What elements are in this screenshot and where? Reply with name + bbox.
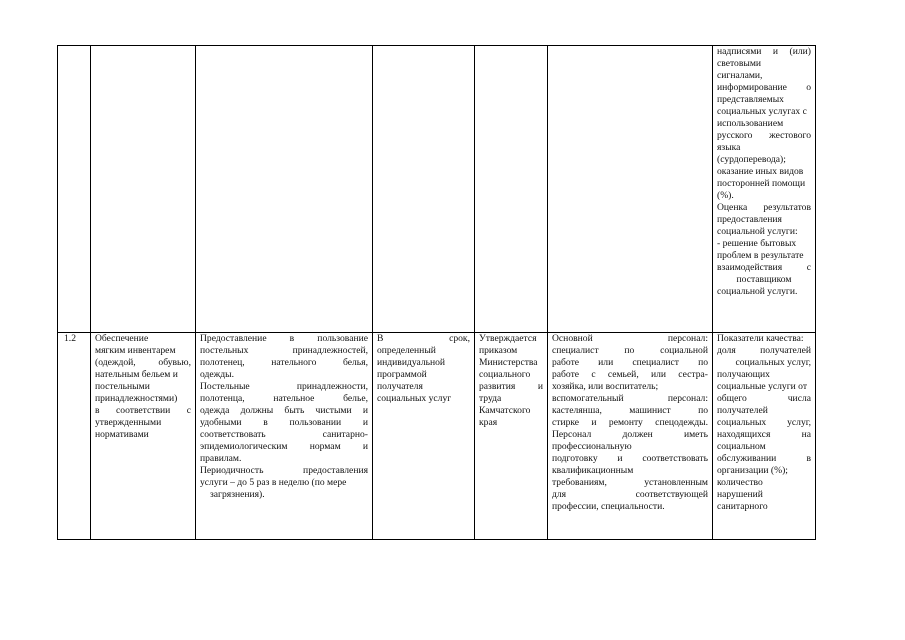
text-line: труда [479, 393, 502, 404]
text-line: обслуживании в [717, 453, 811, 464]
text-line: загрязнения). [210, 489, 265, 500]
text-line: работе или специалист по [552, 357, 708, 368]
text-line: языка [717, 142, 741, 153]
text-line: Основной персонал: [552, 333, 708, 344]
text-line: полотенца, нательное белье, [200, 393, 368, 404]
text-line: постельными [95, 381, 150, 392]
row1-name-cell [91, 46, 196, 333]
text-line: определенный [377, 345, 436, 356]
text-line: социальной услуги: [717, 226, 798, 237]
text-line: посторонней помощи [717, 178, 806, 189]
text-line: Постельные принадлежности, [200, 381, 368, 392]
text-line: работе с семьей, или сестра- [552, 369, 708, 380]
row1-number-cell [58, 46, 91, 333]
text-line: услуги – до 5 раз в неделю (по мере [200, 477, 347, 488]
text-line: нательным бельем и [95, 369, 178, 380]
text-line: удобными в пользовании и [200, 417, 368, 428]
text-line: общего числа [717, 393, 811, 404]
text-line: санитарного [717, 501, 768, 512]
text-line: вспомогательный персонал: [552, 393, 708, 404]
text-line: в соответствии с [95, 405, 191, 416]
text-line: хозяйка, или воспитатель; [552, 381, 659, 392]
text-line: кастелянша, машинист по [552, 405, 708, 416]
text-line: социальных услуг [377, 393, 452, 404]
row1-description-cell [196, 46, 373, 333]
text-line: представляемых [717, 94, 784, 105]
text-line: количество [717, 477, 763, 488]
row2-term-cell [373, 333, 475, 540]
text-line: социальном [717, 441, 766, 452]
text-line: социальных услуг, [735, 357, 811, 368]
row1-conditions-cell [475, 46, 548, 333]
text-line: социальной услуги. [717, 286, 798, 297]
text-line: профессиональную [552, 441, 632, 452]
text-line: доля получателей [717, 345, 811, 356]
text-line: В срок, [377, 333, 470, 344]
text-line: мягким инвентарем [95, 345, 176, 356]
row2-description-cell [196, 333, 373, 540]
text-line: оказание иных видов [717, 166, 804, 177]
text-line: Камчатского [479, 405, 531, 416]
text-line: Утверждается [479, 333, 537, 344]
text-line: правилам. [200, 453, 242, 464]
row2-name-cell [91, 333, 196, 540]
text-line: световыми [717, 58, 762, 69]
text-line: предоставления [717, 214, 782, 225]
text-line: специалист по социальной [552, 345, 708, 356]
text-line: стирке и ремонту спецодежды. [552, 417, 708, 428]
text-line: информирование о [717, 82, 811, 93]
text-line: социальных услуг, [717, 417, 811, 428]
text-line: получателей [717, 405, 768, 416]
row1-staff-cell [548, 46, 713, 333]
text-line: для соответствующей [552, 489, 708, 500]
text-line: Показатели качества: [717, 333, 804, 344]
text-line: требованиям, установленным [552, 477, 708, 488]
text-line: (%). [717, 190, 734, 201]
row1-term-cell [373, 46, 475, 333]
text-line: социальные услуги от [717, 381, 808, 392]
text-line: одежды. [200, 369, 235, 380]
row2-indicators-cell [713, 333, 816, 540]
text-line: индивидуальной [377, 357, 446, 368]
text-line: поставщиком [736, 274, 792, 285]
text-line: принадлежностями) [95, 393, 178, 404]
text-line: утвержденными [95, 417, 162, 428]
text-line: профессии, специальности. [552, 501, 665, 512]
text-line: полотенец, нательного белья, [200, 357, 368, 368]
text-line: одежда должны быть чистыми и [200, 405, 368, 416]
row2-staff-cell [548, 333, 713, 540]
text-line: края [479, 417, 498, 428]
text-line: нарушений [717, 489, 763, 500]
table-row [58, 46, 816, 333]
text-line: Оценка результатов [717, 202, 811, 213]
row2-number-cell [58, 333, 91, 540]
text-line: получающих [717, 369, 770, 380]
text-line: нормативами [95, 429, 149, 440]
text-line: проблем в результате [717, 250, 804, 261]
text-line: квалификационным [552, 465, 634, 476]
text-line: развития и [479, 381, 543, 392]
text-line: Министерства [479, 357, 538, 368]
text-line: приказом [479, 345, 518, 356]
text-line: Персонал должен иметь [552, 429, 708, 440]
text-line: организации (%); [717, 465, 788, 476]
table-row [58, 333, 816, 540]
text-line: русского жестового [717, 130, 811, 141]
text-line: эпидемиологическим нормам и [200, 441, 368, 452]
text-line: получателя [377, 381, 423, 392]
text-line: (сурдоперевода); [717, 154, 786, 165]
text-line: программой [377, 369, 427, 380]
text-line: постельных принадлежностей, [200, 345, 368, 356]
text-line: Периодичность предоставления [200, 465, 368, 476]
text-line: соответствовать санитарно- [200, 429, 368, 440]
text-line: Обеспечение [95, 333, 149, 344]
text-line: использованием [717, 118, 784, 129]
text-line: находящихся на [717, 429, 811, 440]
text-line: - решение бытовых [717, 238, 797, 249]
text-line: взаимодействия с [717, 262, 811, 273]
text-line: подготовку и соответствовать [552, 453, 708, 464]
text-line: Предоставление в пользование [200, 333, 368, 344]
text-line: надписями и (или) [717, 46, 811, 57]
text-line: сигналами, [717, 70, 763, 81]
text-line: (одеждой, обувью, [95, 357, 191, 368]
item-number: 1.2 [64, 333, 76, 344]
row1-indicators-cell [713, 46, 816, 333]
text-line: социального [479, 369, 531, 380]
services-standard-table [57, 45, 816, 540]
row2-conditions-cell [475, 333, 548, 540]
text-line: социальных услугах с [717, 106, 807, 117]
